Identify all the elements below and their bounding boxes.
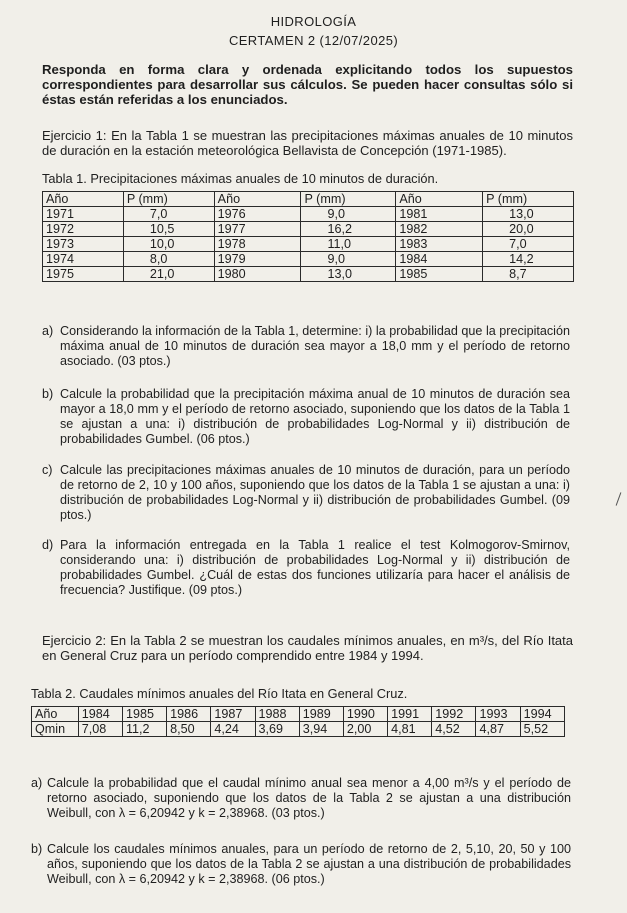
exercise2-text: En la Tabla 2 se muestran los caudales mínimos anuales, en m³/s, del Río Itata en General Cruz para un período comprendido entre 1984 y 1994. bbox=[42, 633, 573, 663]
table1-cell: 1975 bbox=[43, 267, 124, 282]
table1-cell: 21,0 bbox=[123, 267, 214, 282]
table2-year-cell: 1987 bbox=[211, 707, 255, 722]
table1-cell: 7,0 bbox=[483, 237, 574, 252]
table1-header-cell: Año bbox=[43, 192, 124, 207]
table2-year-cell: 1990 bbox=[343, 707, 387, 722]
table2-value-cell: 3,69 bbox=[255, 722, 299, 737]
item-label: a) bbox=[42, 324, 54, 338]
table1-cell: 16,2 bbox=[301, 222, 396, 237]
item-text: Para la información entregada en la Tabla 1 realice el test Kolmogorov-Smirnov, considerando una: i) distribución de probabilidades Log-Normal y ii) distribución de probabilidades Gumbel. ¿Cuál de estas dos funciones utilizaría para hacer el análisis de frecuencia? Justifique. (09 ptos.) bbox=[60, 538, 570, 597]
table2-row-label: Año bbox=[32, 707, 79, 722]
table2-year-cell: 1989 bbox=[299, 707, 343, 722]
table2-year-cell: 1994 bbox=[520, 707, 564, 722]
table1-cell: 1971 bbox=[43, 207, 124, 222]
table2 bbox=[31, 706, 565, 737]
exercise2-item-b bbox=[31, 842, 571, 887]
item-text: Calcule las precipitaciones máximas anuales de 10 minutos de duración, para un período de retorno de 2, 10 y 100 años, suponiendo que los datos de la Tabla 1 se ajustan a una: i) distribución de probabilidades Log-Normal y ii) distribución de probabilidades Gumbel. (09 ptos.) bbox=[60, 463, 570, 522]
table1-cell: 1977 bbox=[214, 222, 301, 237]
table2-year-cell: 1985 bbox=[122, 707, 166, 722]
table2-value-cell: 8,50 bbox=[167, 722, 211, 737]
table1 bbox=[42, 191, 574, 282]
table1-cell: 14,2 bbox=[483, 252, 574, 267]
table1-cell: 1972 bbox=[43, 222, 124, 237]
item-text: Calcule la probabilidad que el caudal mínimo anual sea menor a 4,00 m³/s y el período de retorno asociado, suponiendo que los datos de la Tabla 2 se ajustan a una distribución Weibull, con λ = 6,20942 y k = 2,38968. (03 ptos.) bbox=[47, 776, 571, 820]
table2-value-cell: 4,52 bbox=[432, 722, 476, 737]
table1-cell: 8,0 bbox=[123, 252, 214, 267]
exercise1-item-c bbox=[42, 463, 570, 523]
table1-header-cell: Año bbox=[214, 192, 301, 207]
table2-value-row bbox=[32, 722, 565, 737]
table1-header-row bbox=[43, 192, 574, 207]
exercise1-text: En la Tabla 1 se muestran las precipitaciones máximas anuales de 10 minutos de duración en la estación meteorológica Bellavista de Concepción (1971-1985). bbox=[42, 128, 573, 158]
exercise1-label: Ejercicio 1: bbox=[42, 128, 107, 143]
table1-cell: 1978 bbox=[214, 237, 301, 252]
table1-header-cell: P (mm) bbox=[483, 192, 574, 207]
exam-subtitle: CERTAMEN 2 (12/07/2025) bbox=[228, 33, 399, 48]
table2-caption: Tabla 2. Caudales mínimos anuales del Río Itata en General Cruz. bbox=[31, 686, 408, 701]
exercise1-statement bbox=[42, 128, 573, 158]
table1-cell: 1982 bbox=[396, 222, 483, 237]
table1-cell: 13,0 bbox=[301, 267, 396, 282]
item-text: Calcule los caudales mínimos anuales, para un período de retorno de 2, 5,10, 20, 50 y 100 años, suponiendo que los datos de la Tabla 2 se ajustan a una distribución de probabilidades Weibull, con λ = 6,20942 y k = 2,38968. (06 ptos.) bbox=[47, 842, 571, 886]
table2-year-cell: 1992 bbox=[432, 707, 476, 722]
item-label: a) bbox=[31, 776, 43, 790]
table2-year-cell: 1993 bbox=[476, 707, 520, 722]
exercise1-item-d bbox=[42, 538, 570, 598]
table2-value-cell: 4,24 bbox=[211, 722, 255, 737]
table2-value-cell: 3,94 bbox=[299, 722, 343, 737]
table1-cell: 10,0 bbox=[123, 237, 214, 252]
table2-value-cell: 11,2 bbox=[122, 722, 166, 737]
table1-cell: 9,0 bbox=[301, 252, 396, 267]
table1-cell: 7,0 bbox=[123, 207, 214, 222]
table1-header-cell: P (mm) bbox=[301, 192, 396, 207]
table1-cell: 8,7 bbox=[483, 267, 574, 282]
table1-caption: Tabla 1. Precipitaciones máximas anuales de 10 minutos de duración. bbox=[42, 171, 439, 186]
item-label: c) bbox=[42, 463, 53, 477]
table1-cell: 10,5 bbox=[123, 222, 214, 237]
table2-value-cell: 4,81 bbox=[388, 722, 432, 737]
table1-cell: 11,0 bbox=[301, 237, 396, 252]
table2-row-label: Qmin bbox=[32, 722, 79, 737]
pen-mark bbox=[616, 492, 622, 505]
table1-header-cell: Año bbox=[396, 192, 483, 207]
item-label: d) bbox=[42, 538, 54, 552]
table2-value-cell: 4,87 bbox=[476, 722, 520, 737]
table1-row bbox=[43, 207, 574, 222]
item-label: b) bbox=[31, 842, 43, 856]
exercise2-label: Ejercicio 2: bbox=[42, 633, 107, 648]
exam-title: HIDROLOGÍA bbox=[270, 14, 357, 29]
exercise1-item-a bbox=[42, 324, 570, 369]
table2-year-cell: 1991 bbox=[388, 707, 432, 722]
table2-year-cell: 1984 bbox=[78, 707, 122, 722]
table2-value-cell: 2,00 bbox=[343, 722, 387, 737]
table1-row bbox=[43, 237, 574, 252]
exercise1-item-b bbox=[42, 387, 570, 447]
instructions: Responda en forma clara y ordenada explicitando todos los supuestos correspondientes para desarrollar sus cálculos. Se pueden hacer consultas sólo si éstas están referidas a los enunciados. bbox=[42, 62, 573, 107]
table1-cell: 1973 bbox=[43, 237, 124, 252]
item-label: b) bbox=[42, 387, 54, 401]
table2-value-cell: 7,08 bbox=[78, 722, 122, 737]
table1-cell: 1983 bbox=[396, 237, 483, 252]
exercise2-statement bbox=[42, 633, 573, 663]
table1-row bbox=[43, 252, 574, 267]
table2-value-cell: 5,52 bbox=[520, 722, 564, 737]
table1-header-cell: P (mm) bbox=[123, 192, 214, 207]
table2-year-cell: 1988 bbox=[255, 707, 299, 722]
table1-cell: 1974 bbox=[43, 252, 124, 267]
table1-cell: 1976 bbox=[214, 207, 301, 222]
table1-cell: 20,0 bbox=[483, 222, 574, 237]
item-text: Considerando la información de la Tabla 1, determine: i) la probabilidad que la precipitación máxima anual de 10 minutos de duración sea mayor a 18,0 mm y el período de retorno asociado. (03 ptos.) bbox=[60, 324, 570, 368]
table1-cell: 13,0 bbox=[483, 207, 574, 222]
table1-cell: 1985 bbox=[396, 267, 483, 282]
table1-cell: 1981 bbox=[396, 207, 483, 222]
table1-cell: 1980 bbox=[214, 267, 301, 282]
table2-year-cell: 1986 bbox=[167, 707, 211, 722]
table1-cell: 1984 bbox=[396, 252, 483, 267]
exercise2-item-a bbox=[31, 776, 571, 821]
table2-year-row bbox=[32, 707, 565, 722]
item-text: Calcule la probabilidad que la precipitación máxima anual de 10 minutos de duración sea mayor a 18,0 mm y el período de retorno asociado, suponiendo que los datos de la Tabla 1 se ajustan a una: i) distribución de probabilidades Log-Normal y ii) distribución de probabilidades Gumbel. (06 ptos.) bbox=[60, 387, 570, 446]
table1-cell: 9,0 bbox=[301, 207, 396, 222]
table1-row bbox=[43, 222, 574, 237]
table1-row bbox=[43, 267, 574, 282]
table1-cell: 1979 bbox=[214, 252, 301, 267]
